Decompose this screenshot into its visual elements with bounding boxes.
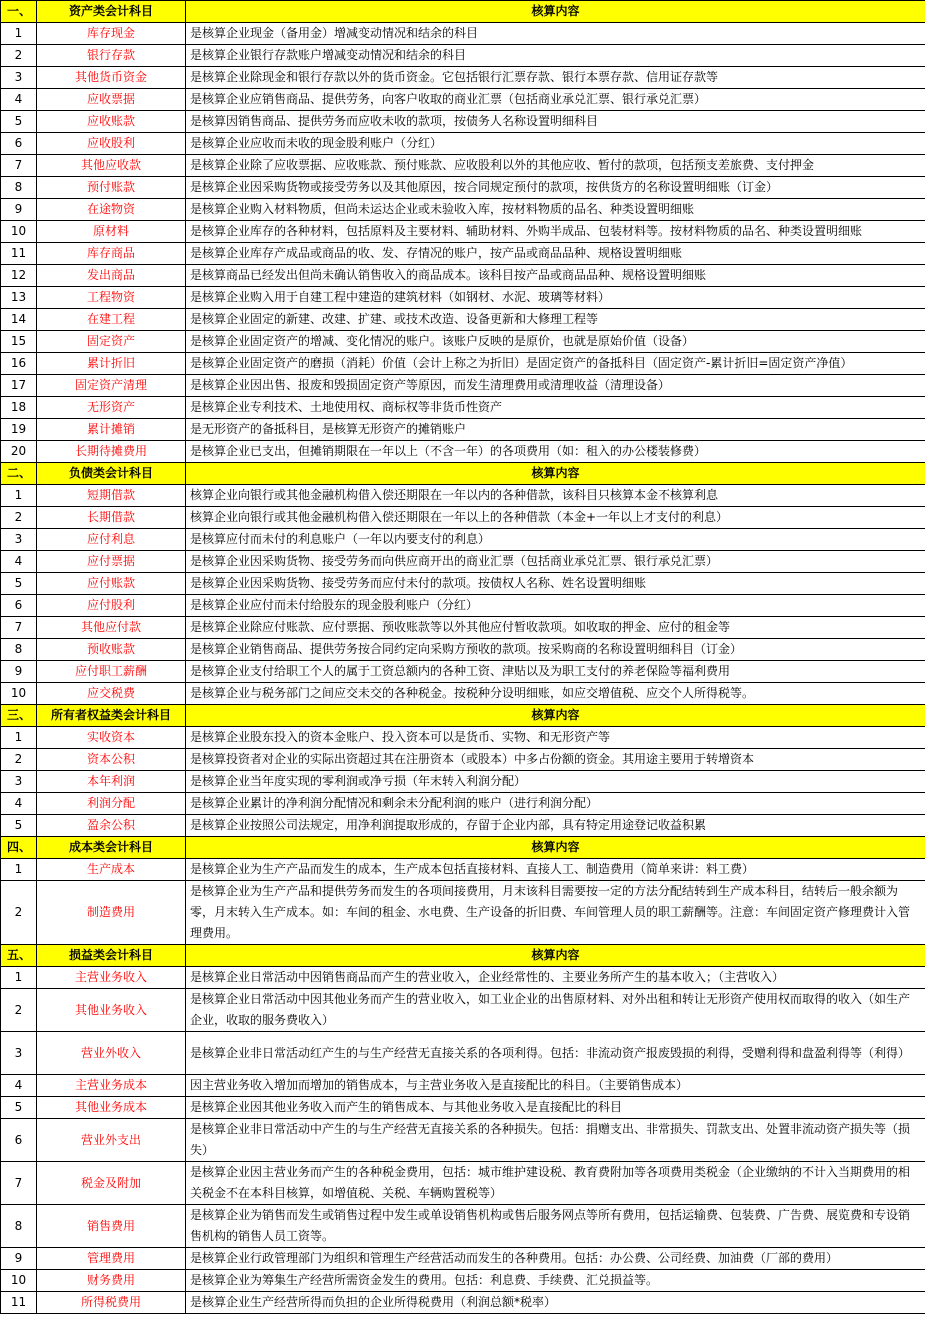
- row-number: 12: [1, 265, 37, 287]
- account-name: 累计摊销: [37, 419, 186, 441]
- section-index: 四、: [1, 837, 37, 859]
- section-content-header: 核算内容: [186, 463, 925, 485]
- row-number: 1: [1, 727, 37, 749]
- row-number: 2: [1, 45, 37, 67]
- account-name: 应收股利: [37, 133, 186, 155]
- account-description: 是无形资产的备抵科目，是核算无形资产的摊销账户: [186, 419, 925, 441]
- account-description: 是核算企业累计的净利润分配情况和剩余未分配利润的账户（进行利润分配）: [186, 793, 925, 815]
- table-row: [1, 967, 925, 989]
- table-row: [1, 881, 925, 945]
- account-name: 利润分配: [37, 793, 186, 815]
- account-name: 固定资产清理: [37, 375, 186, 397]
- account-name: 其他业务成本: [37, 1097, 186, 1119]
- table-row: [1, 815, 925, 837]
- account-description: 是核算企业库存产成品或商品的收、发、存情况的账户，按产品或商品品种、规格设置明细账: [186, 243, 925, 265]
- row-number: 6: [1, 1119, 37, 1162]
- account-name: 其他应付款: [37, 617, 186, 639]
- account-name: 长期待摊费用: [37, 441, 186, 463]
- row-number: 10: [1, 221, 37, 243]
- table-row: [1, 771, 925, 793]
- row-number: 15: [1, 331, 37, 353]
- account-name: 库存现金: [37, 23, 186, 45]
- account-name: 应付票据: [37, 551, 186, 573]
- account-description: 是核算企业除现金和银行存款以外的货币资金。它包括银行汇票存款、银行本票存款、信用证存款等: [186, 67, 925, 89]
- account-description: 是核算企业库存的各种材料，包括原料及主要材料、辅助材料、外购半成品、包装材料等。按材料物质的品名、种类设置明细账: [186, 221, 925, 243]
- account-name: 财务费用: [37, 1270, 186, 1292]
- table-row: [1, 243, 925, 265]
- account-description: 是核算企业专利技术、土地使用权、商标权等非货币性资产: [186, 397, 925, 419]
- section-header: [1, 837, 925, 859]
- table-row: [1, 573, 925, 595]
- account-name: 在建工程: [37, 309, 186, 331]
- account-description: 是核算企业除应付账款、应付票据、预收账款等以外其他应付暂收款项。如收取的押金、应付的租金等: [186, 617, 925, 639]
- row-number: 5: [1, 815, 37, 837]
- row-number: 4: [1, 551, 37, 573]
- row-number: 14: [1, 309, 37, 331]
- row-number: 4: [1, 89, 37, 111]
- account-description: 是核算企业固定资产的磨损（消耗）价值（会计上称之为折旧）是固定资产的备抵科目（固定资产-累计折旧=固定资产净值）: [186, 353, 925, 375]
- account-name: 主营业务成本: [37, 1075, 186, 1097]
- row-number: 9: [1, 199, 37, 221]
- table-row: [1, 529, 925, 551]
- account-description: 是核算企业因采购货物、接受劳务而向供应商开出的商业汇票（包括商业承兑汇票、银行承兑汇票）: [186, 551, 925, 573]
- account-description: 是核算企业为销售而发生或销售过程中发生或单设销售机构或售后服务网点等所有费用，包括运输费、包装费、广告费、展览费和专设销售机构的销售人员工资等。: [186, 1205, 925, 1248]
- account-name: 工程物资: [37, 287, 186, 309]
- table-row: [1, 661, 925, 683]
- row-number: 4: [1, 1075, 37, 1097]
- account-description: 是核算企业日常活动中因销售商品而产生的营业收入，企业经常性的、主要业务所产生的基本收入；（主营收入）: [186, 967, 925, 989]
- row-number: 2: [1, 989, 37, 1032]
- table-row: [1, 375, 925, 397]
- account-description: 是核算企业现金（备用金）增减变动情况和结余的科目: [186, 23, 925, 45]
- table-row: [1, 67, 925, 89]
- account-description: 是核算企业因主营业务而产生的各种税金费用，包括：城市维护建设税、教育费附加等各项费用类税金（企业缴纳的不计入当期费用的相关税金不在本科目核算，如增值税、关税、车辆购置税等）: [186, 1162, 925, 1205]
- row-number: 7: [1, 617, 37, 639]
- row-number: 3: [1, 771, 37, 793]
- account-name: 其他业务收入: [37, 989, 186, 1032]
- account-name: 其他货币资金: [37, 67, 186, 89]
- account-description: 是核算企业非日常活动中产生的与生产经营无直接关系的各种损失。包括：捐赠支出、非常损失、罚款支出、处置非流动资产损失等（损失）: [186, 1119, 925, 1162]
- table-row: [1, 309, 925, 331]
- row-number: 1: [1, 23, 37, 45]
- account-description: 因主营业务收入增加而增加的销售成本，与主营业务收入是直接配比的科目。（主要销售成本）: [186, 1075, 925, 1097]
- row-number: 7: [1, 155, 37, 177]
- row-number: 11: [1, 1292, 37, 1314]
- account-name: 累计折旧: [37, 353, 186, 375]
- account-description: 是核算企业银行存款账户增减变动情况和结余的科目: [186, 45, 925, 67]
- account-description: 是核算企业当年度实现的零利润或净亏损（年末转入利润分配）: [186, 771, 925, 793]
- row-number: 17: [1, 375, 37, 397]
- row-number: 3: [1, 1032, 37, 1075]
- account-name: 管理费用: [37, 1248, 186, 1270]
- account-name: 实收资本: [37, 727, 186, 749]
- section-index: 三、: [1, 705, 37, 727]
- row-number: 10: [1, 1270, 37, 1292]
- account-name: 所得税费用: [37, 1292, 186, 1314]
- section-header: [1, 945, 925, 967]
- account-description: 是核算投资者对企业的实际出资超过其在注册资本（或股本）中多占份额的资金。其用途主要用于转增资本: [186, 749, 925, 771]
- table-row: [1, 683, 925, 705]
- account-description: 是核算应付而未付的利息账户（一年以内要支付的利息）: [186, 529, 925, 551]
- table-row: [1, 485, 925, 507]
- account-description: 是核算企业销售商品、提供劳务按合同约定向采购方预收的款项。按采购商的名称设置明细科目（订金）: [186, 639, 925, 661]
- table-row: [1, 989, 925, 1032]
- table-row: [1, 639, 925, 661]
- section-content-header: 核算内容: [186, 705, 925, 727]
- row-number: 4: [1, 793, 37, 815]
- account-description: 是核算企业固定的新建、改建、扩建、或技术改造、设备更新和大修理工程等: [186, 309, 925, 331]
- table-row: [1, 353, 925, 375]
- account-description: 是核算企业购入用于自建工程中建造的建筑材料（如钢材、水泥、玻璃等材料）: [186, 287, 925, 309]
- account-description: 是核算企业按照公司法规定，用净利润提取形成的，存留于企业内部，具有特定用途登记收益积累: [186, 815, 925, 837]
- section-header: [1, 1, 925, 23]
- section-index: 一、: [1, 1, 37, 23]
- row-number: 1: [1, 485, 37, 507]
- section-title: 所有者权益类会计科目: [37, 705, 186, 727]
- account-name: 应付账款: [37, 573, 186, 595]
- account-name: 预收账款: [37, 639, 186, 661]
- section-content-header: 核算内容: [186, 945, 925, 967]
- section-index: 二、: [1, 463, 37, 485]
- table-row: [1, 617, 925, 639]
- row-number: 9: [1, 661, 37, 683]
- table-row: [1, 595, 925, 617]
- account-name: 短期借款: [37, 485, 186, 507]
- account-description: 是核算企业为生产产品和提供劳务而发生的各项间接费用，月末该科目需要按一定的方法分配结转到生产成本科目，结转后一般余额为零，月末转入生产成本。如：车间的租金、水电费、生产设备的折旧费、车间管理人员的职工薪酬等。注意：车间固定资产修理费计入管理费用。: [186, 881, 925, 945]
- table-row: [1, 793, 925, 815]
- table-row: [1, 287, 925, 309]
- table-row: [1, 1075, 925, 1097]
- account-name: 营业外收入: [37, 1032, 186, 1075]
- account-description: 是核算企业行政管理部门为组织和管理生产经营活动而发生的各种费用。包括：办公费、公司经费、加油费（厂部的费用）: [186, 1248, 925, 1270]
- account-name: 营业外支出: [37, 1119, 186, 1162]
- table-row: [1, 177, 925, 199]
- section-title: 负债类会计科目: [37, 463, 186, 485]
- account-name: 应收账款: [37, 111, 186, 133]
- table-row: [1, 1292, 925, 1314]
- section-title: 资产类会计科目: [37, 1, 186, 23]
- row-number: 8: [1, 177, 37, 199]
- row-number: 1: [1, 967, 37, 989]
- table-row: [1, 727, 925, 749]
- account-name: 发出商品: [37, 265, 186, 287]
- row-number: 13: [1, 287, 37, 309]
- account-name: 应交税费: [37, 683, 186, 705]
- row-number: 5: [1, 573, 37, 595]
- table-row: [1, 1248, 925, 1270]
- account-name: 主营业务收入: [37, 967, 186, 989]
- row-number: 2: [1, 881, 37, 945]
- row-number: 11: [1, 243, 37, 265]
- row-number: 5: [1, 1097, 37, 1119]
- row-number: 19: [1, 419, 37, 441]
- table-row: [1, 1205, 925, 1248]
- account-name: 盈余公积: [37, 815, 186, 837]
- account-description: 核算企业向银行或其他金融机构借入偿还期限在一年以上的各种借款（本金+一年以上才支付的利息）: [186, 507, 925, 529]
- account-description: 是核算企业支付给职工个人的属于工资总额内的各种工资、津贴以及为职工支付的养老保险等福利费用: [186, 661, 925, 683]
- row-number: 10: [1, 683, 37, 705]
- account-name: 资本公积: [37, 749, 186, 771]
- account-name: 银行存款: [37, 45, 186, 67]
- table-row: [1, 551, 925, 573]
- account-name: 库存商品: [37, 243, 186, 265]
- section-content-header: 核算内容: [186, 1, 925, 23]
- account-description: 是核算企业生产经营所得而负担的企业所得税费用（利润总额*税率）: [186, 1292, 925, 1314]
- account-name: 其他应收款: [37, 155, 186, 177]
- table-row: [1, 221, 925, 243]
- accounts-table-body: [1, 1, 925, 1314]
- account-description: 是核算企业日常活动中因其他业务而产生的营业收入，如工业企业的出售原材料、对外出租和转让无形资产使用权而取得的收入（如生产企业，收取的服务费收入）: [186, 989, 925, 1032]
- account-name: 税金及附加: [37, 1162, 186, 1205]
- table-row: [1, 859, 925, 881]
- account-description: 是核算企业固定资产的增减、变化情况的账户。该账户反映的是原价，也就是原始价值（设备）: [186, 331, 925, 353]
- row-number: 16: [1, 353, 37, 375]
- account-description: 是核算企业股东投入的资本金账户、投入资本可以是货币、实物、和无形资产等: [186, 727, 925, 749]
- row-number: 8: [1, 1205, 37, 1248]
- table-row: [1, 23, 925, 45]
- account-description: 是核算企业应收而未收的现金股利账户（分红）: [186, 133, 925, 155]
- section-content-header: 核算内容: [186, 837, 925, 859]
- account-description: 是核算因销售商品、提供劳务而应收未收的款项，按债务人名称设置明细科目: [186, 111, 925, 133]
- account-name: 应收票据: [37, 89, 186, 111]
- row-number: 20: [1, 441, 37, 463]
- table-row: [1, 749, 925, 771]
- section-title: 损益类会计科目: [37, 945, 186, 967]
- table-row: [1, 1162, 925, 1205]
- table-row: [1, 331, 925, 353]
- table-row: [1, 1032, 925, 1075]
- account-name: 制造费用: [37, 881, 186, 945]
- account-description: 是核算企业应付而未付给股东的现金股利账户（分红）: [186, 595, 925, 617]
- table-row: [1, 397, 925, 419]
- table-row: [1, 133, 925, 155]
- account-description: 是核算企业非日常活动红产生的与生产经营无直接关系的各项利得。包括：非流动资产报废毁损的利得，受赠利得和盘盈利得等（利得）: [186, 1032, 925, 1075]
- account-description: 是核算企业因其他业务收入而产生的销售成本、与其他业务收入是直接配比的科目: [186, 1097, 925, 1119]
- row-number: 3: [1, 529, 37, 551]
- table-row: [1, 89, 925, 111]
- table-row: [1, 441, 925, 463]
- row-number: 18: [1, 397, 37, 419]
- table-row: [1, 1119, 925, 1162]
- account-description: 是核算企业应销售商品、提供劳务，向客户收取的商业汇票（包括商业承兑汇票、银行承兑汇票）: [186, 89, 925, 111]
- account-name: 销售费用: [37, 1205, 186, 1248]
- row-number: 6: [1, 595, 37, 617]
- table-row: [1, 199, 925, 221]
- account-name: 在途物资: [37, 199, 186, 221]
- section-header: [1, 705, 925, 727]
- table-row: [1, 507, 925, 529]
- row-number: 7: [1, 1162, 37, 1205]
- row-number: 3: [1, 67, 37, 89]
- table-row: [1, 265, 925, 287]
- account-description: 是核算企业因采购货物或接受劳务以及其他原因，按合同规定预付的款项，按供货方的名称设置明细账（订金）: [186, 177, 925, 199]
- account-description: 是核算企业购入材料物质，但尚未运达企业或未验收入库，按材料物质的品名、种类设置明细账: [186, 199, 925, 221]
- table-row: [1, 1097, 925, 1119]
- account-description: 是核算企业为生产产品而发生的成本，生产成本包括直接材料、直接人工、制造费用（简单来讲：料工费）: [186, 859, 925, 881]
- account-description: 是核算商品已经发出但尚未确认销售收入的商品成本。该科目按产品或商品品种、规格设置明细账: [186, 265, 925, 287]
- section-title: 成本类会计科目: [37, 837, 186, 859]
- account-name: 无形资产: [37, 397, 186, 419]
- account-description: 是核算企业与税务部门之间应交未交的各种税金。按税种分设明细账，如应交增值税、应交个人所得税等。: [186, 683, 925, 705]
- account-description: 是核算企业除了应收票据、应收账款、预付账款、应收股利以外的其他应收、暂付的款项，包括预支差旅费、支付押金: [186, 155, 925, 177]
- table-row: [1, 155, 925, 177]
- table-row: [1, 45, 925, 67]
- account-description: 是核算企业为筹集生产经营所需资金发生的费用。包括：利息费、手续费、汇兑损益等。: [186, 1270, 925, 1292]
- table-row: [1, 419, 925, 441]
- table-row: [1, 1270, 925, 1292]
- account-description: 是核算企业因出售、报废和毁损固定资产等原因，而发生清理费用或清理收益（清理设备）: [186, 375, 925, 397]
- account-name: 本年利润: [37, 771, 186, 793]
- row-number: 2: [1, 749, 37, 771]
- account-description: 是核算企业因采购货物、接受劳务而应付未付的款项。按债权人名称、姓名设置明细账: [186, 573, 925, 595]
- account-name: 应付职工薪酬: [37, 661, 186, 683]
- row-number: 2: [1, 507, 37, 529]
- account-name: 固定资产: [37, 331, 186, 353]
- account-name: 预付账款: [37, 177, 186, 199]
- row-number: 5: [1, 111, 37, 133]
- account-name: 应付利息: [37, 529, 186, 551]
- account-name: 生产成本: [37, 859, 186, 881]
- account-name: 应付股利: [37, 595, 186, 617]
- section-index: 五、: [1, 945, 37, 967]
- section-header: [1, 463, 925, 485]
- table-row: [1, 111, 925, 133]
- account-name: 长期借款: [37, 507, 186, 529]
- row-number: 8: [1, 639, 37, 661]
- row-number: 9: [1, 1248, 37, 1270]
- account-description: 是核算企业已支出，但摊销期限在一年以上（不含一年）的各项费用（如：租入的办公楼装修费）: [186, 441, 925, 463]
- account-name: 原材料: [37, 221, 186, 243]
- account-description: 核算企业向银行或其他金融机构借入偿还期限在一年以内的各种借款，该科目只核算本金不核算利息: [186, 485, 925, 507]
- row-number: 6: [1, 133, 37, 155]
- row-number: 1: [1, 859, 37, 881]
